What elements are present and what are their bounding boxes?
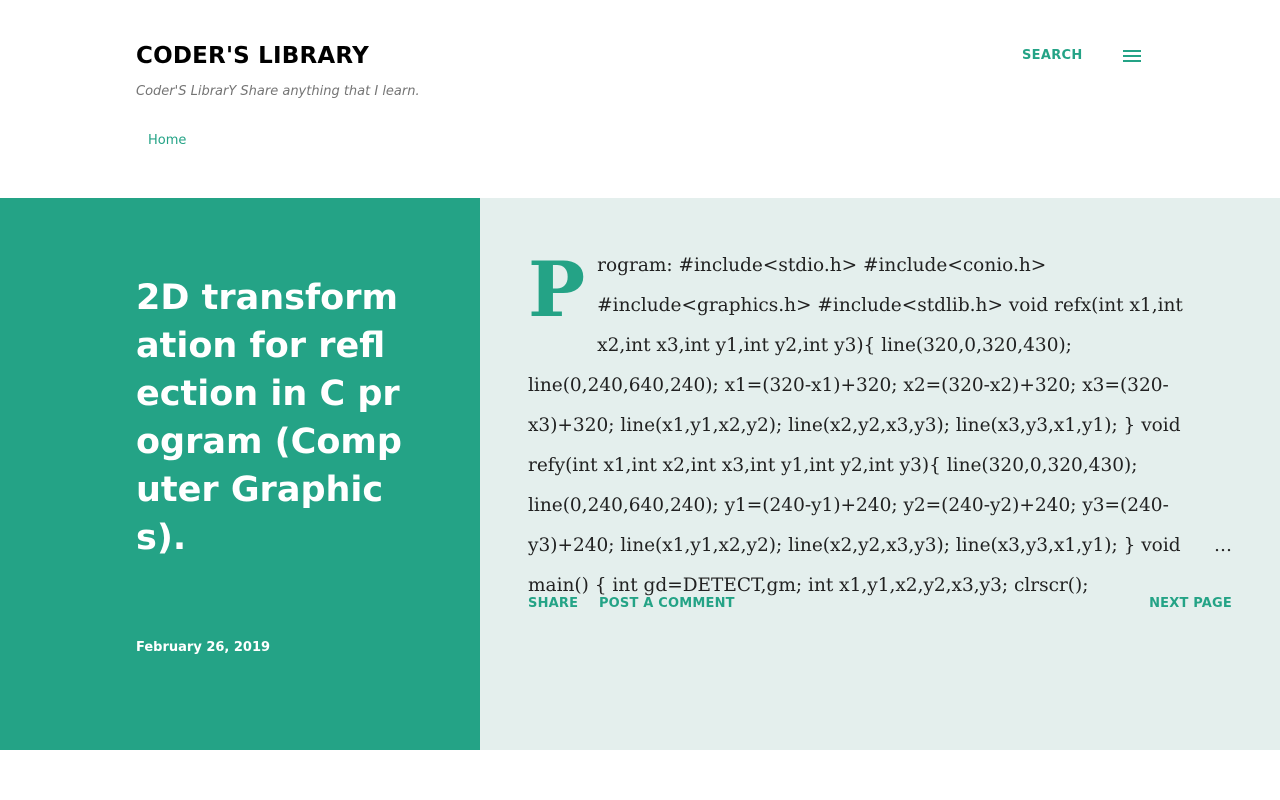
post-snippet-text: rogram: #include<stdio.h> #include<conio.h> #include<graphics.h> #include<stdlib.h> void refx(int x1,int x2,int x3,int y1,int y2,int y3){ line(320,0,320,430); line(0,240,640,240); x1=(320-x1)+320; x2=(320-x2)+320; x3=(320-x3)+320; line(x1,y1,x2,y2); line(x2,y2,x3,y3); line(x3,y3,x1,y1); } void refy(int x1,int x2,int x3,int y1,int y2,int y3){ line(320,0,320,430); line(0,240,640,240); y1=(240-y1)+240; y2=(240-y2)+240; y3=(240-y3)+240; line(x1,y1,x2,y2); line(x2,y2,x3,y3); line(x3,y3,x1,y1); } void main() { int gd=DETECT,gm; int x1,y1,x2,y2,x3,y3; clrscr(); — [528, 255, 1183, 596]
post-card — [0, 198, 1280, 750]
post-title[interactable]: 2D transformation for reflection in C program (Computer Graphics). — [136, 278, 402, 558]
share-button[interactable]: SHARE — [528, 596, 579, 611]
read-more-ellipsis[interactable]: … — [1214, 535, 1232, 556]
post-snippet — [528, 245, 1232, 596]
next-page-button[interactable]: NEXT PAGE — [1149, 596, 1232, 611]
search-button[interactable]: SEARCH — [1022, 48, 1083, 63]
site-header — [0, 0, 1280, 198]
site-description: Coder'S LibrarY Share anything that I learn. — [136, 84, 420, 99]
drop-cap: P — [528, 245, 586, 334]
post-date[interactable]: February 26, 2019 — [136, 640, 271, 655]
post-content-panel — [480, 198, 1280, 750]
nav-item-home[interactable]: Home — [148, 133, 187, 148]
hamburger-menu-icon[interactable] — [1120, 44, 1144, 68]
post-title-panel — [0, 198, 480, 750]
site-title[interactable]: CODER'S LIBRARY — [136, 43, 369, 69]
post-actions — [528, 595, 751, 613]
post-comment-button[interactable]: POST A COMMENT — [598, 596, 735, 611]
